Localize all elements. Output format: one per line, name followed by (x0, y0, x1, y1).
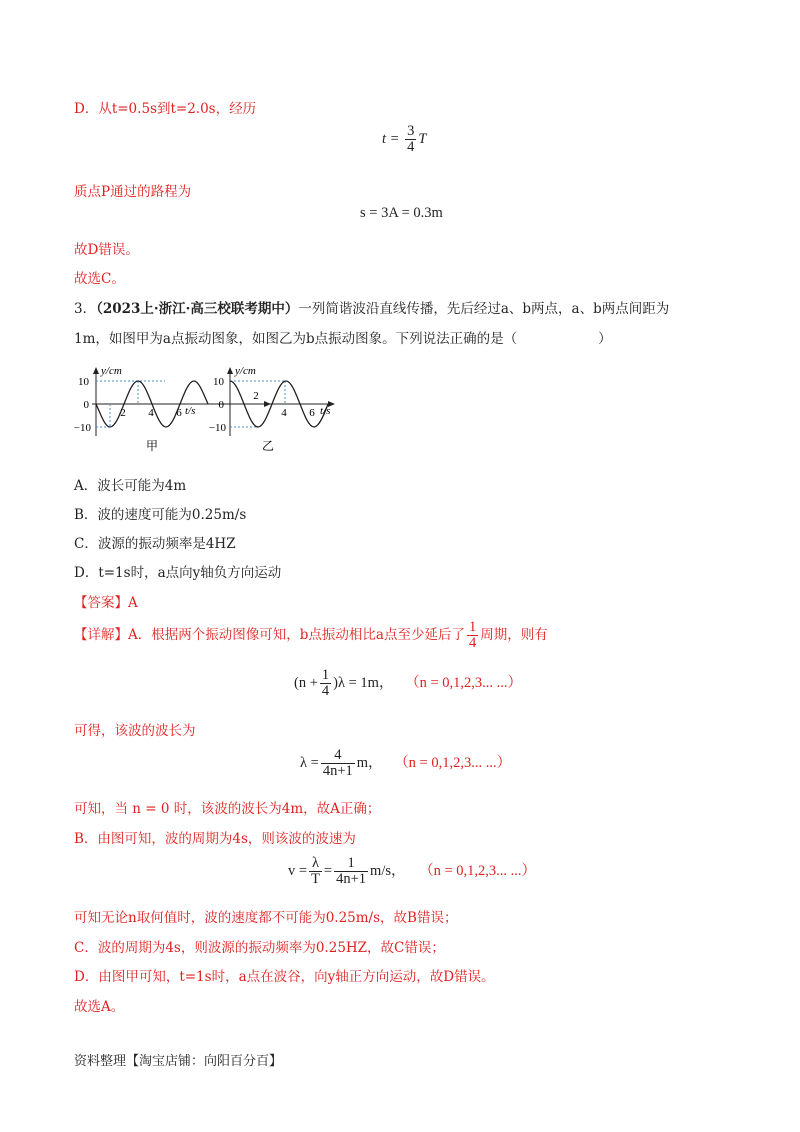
yi-ytick-neg10: −10 (208, 422, 226, 434)
yi-ytick-0: 0 (218, 399, 224, 411)
equation-a (294, 668, 522, 699)
detail-head: 【详解】A．根据两个振动图像可知，b点振动相比a点至少延后了 (74, 627, 465, 643)
equation-time (382, 124, 426, 155)
eqL-num: 4 (334, 747, 342, 763)
prev-choose: 故选C。 (74, 271, 125, 287)
eqL-cond: （n = 0,1,2,3... ...） (394, 754, 512, 771)
question-number: 3． (74, 301, 97, 317)
yi-ylabel: y/cm (235, 365, 256, 377)
eqL-post: m， (356, 754, 383, 771)
prev-d-wrong: 故D错误。 (74, 242, 139, 258)
eqV-num1: λ (311, 855, 319, 871)
detail-frac-den: 4 (468, 635, 477, 651)
detail-tail: 周期，则有 (480, 627, 548, 643)
eq1-lhs: t = (382, 130, 400, 147)
eq1-num: 3 (407, 123, 415, 139)
eqV-num2: 1 (347, 855, 355, 871)
eqA-post: )λ = 1m， (333, 674, 394, 691)
jia-xtick-2: 2 (120, 407, 126, 419)
eqV-den1: T (311, 871, 320, 887)
jia-ytick-neg10: −10 (73, 422, 91, 434)
eqV-eq: = (323, 862, 333, 879)
final-choice: 故选A。 (74, 999, 125, 1015)
option-d: D．t=1s时，a点向y轴负方向运动 (74, 565, 282, 581)
c-conclusion: C．波的周期为4s，则波源的振动频率为0.25HZ，故C错误； (74, 940, 445, 956)
question-line-2: 1m，如图甲为a点振动图象，如图乙为b点振动图象。下列说法正确的是（ ） (74, 331, 612, 347)
eqA-num: 1 (321, 667, 330, 683)
question-line-1 (74, 297, 669, 317)
eqA-cond: （n = 0,1,2,3... ...） (405, 674, 523, 691)
detail-line-1 (74, 620, 548, 651)
footer-text: 资料整理【淘宝店铺：向阳百分百】 (74, 1054, 283, 1069)
question-text-1: 一列简谐波沿直线传播，先后经过a、b两点，a、b两点间距为 (298, 301, 670, 317)
yi-caption: 乙 (261, 439, 275, 453)
wavelength-intro: 可得，该波的波长为 (74, 723, 196, 739)
prev-option-d: D．从t=0.5s到t=2.0s，经历 (74, 101, 257, 117)
figure-jia (74, 365, 271, 453)
yi-xlabel: t/s (320, 405, 331, 417)
when-n0: 可知，当 n = 0 时，该波的波长为4m，故A正确； (74, 801, 381, 817)
eqL-pre: λ = (300, 754, 319, 771)
answer-label: 【答案】A (74, 595, 138, 611)
option-b: B．波的速度可能为0.25m/s (74, 507, 247, 523)
path-text: 质点P通过的路程为 (74, 184, 192, 200)
jia-xtick-4: 4 (148, 407, 154, 419)
b-intro: B．由图可知，波的周期为4s，则该波的波速为 (74, 831, 356, 847)
yi-xtick-2: 2 (253, 390, 259, 402)
eqV-cond: （n = 0,1,2,3... ...） (419, 862, 537, 879)
option-a: A．波长可能为4m (74, 478, 187, 494)
jia-ytick-0: 0 (83, 399, 89, 411)
figure-yi (209, 365, 335, 453)
eq1-den: 4 (407, 139, 415, 155)
option-c: C．波源的振动频率是4HZ (74, 536, 236, 552)
figures-svg (70, 358, 350, 458)
equation-path: s = 3A = 0.3m (360, 205, 443, 221)
equation-lambda (300, 748, 511, 779)
jia-xtick-6: 6 (176, 407, 182, 419)
yi-xtick-6: 6 (309, 407, 315, 419)
eqV-post: m/s， (370, 862, 406, 879)
equation-v (288, 856, 536, 887)
eqA-pre: (n + (294, 674, 318, 691)
eqV-pre: v = (288, 862, 308, 879)
jia-ytick-10: 10 (78, 376, 89, 388)
jia-xlabel: t/s (185, 405, 196, 417)
yi-ytick-10: 10 (213, 376, 224, 388)
d-conclusion: D．由图甲可知，t=1s时，a点在波谷，向y轴正方向运动，故D错误。 (74, 969, 495, 985)
b-conclusion: 可知无论n取何值时，波的速度都不可能为0.25m/s，故B错误； (74, 910, 458, 926)
jia-ylabel: y/cm (101, 365, 122, 377)
question-source: （2023上·浙江·高三校联考期中） (96, 301, 299, 317)
eqV-den2: 4n+1 (336, 871, 367, 887)
jia-caption: 甲 (145, 439, 159, 453)
yi-xtick-4: 4 (281, 407, 287, 419)
eqA-den: 4 (321, 683, 330, 699)
detail-frac-num: 1 (468, 619, 477, 635)
eq1-rhs: T (418, 130, 427, 147)
eqL-den: 4n+1 (322, 763, 353, 779)
